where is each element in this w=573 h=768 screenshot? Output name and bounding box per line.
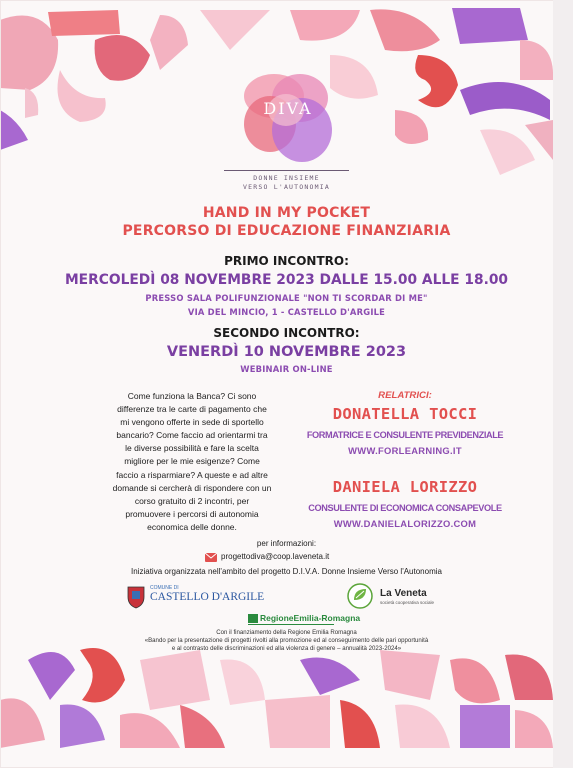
- logo-divider: [224, 170, 349, 171]
- comune-small-label: COMUNE DI: [150, 585, 179, 591]
- logo-caption-line1: DONNE INSIEME: [253, 174, 320, 182]
- contact-label: per informazioni:: [256, 539, 317, 548]
- deco-shape: [95, 35, 150, 81]
- deco-shape: [300, 658, 360, 696]
- coat-of-arms-icon: [126, 585, 146, 609]
- regione-flag-icon: [248, 614, 258, 623]
- deco-shape: [265, 695, 330, 748]
- deco-shape: [415, 55, 458, 107]
- contact-row: [205, 551, 405, 563]
- deco-shape: [370, 9, 440, 51]
- diva-logo-flower: [240, 66, 336, 174]
- funding-line3: e al contrasto delle discriminazioni ed alla violenza di genere – annualità 2023-2024»: [171, 645, 402, 652]
- regione-logo: [248, 613, 361, 625]
- deco-shape: [180, 705, 225, 748]
- deco-shape: [60, 704, 105, 748]
- leaf-icon: [346, 582, 374, 610]
- diva-letters: DIVA: [263, 99, 313, 118]
- deco-shape: [460, 705, 510, 748]
- deco-shape: [0, 698, 45, 748]
- logo-caption-line2: VERSO L'AUTONOMIA: [243, 183, 330, 191]
- speaker-name: DONATELLA TOCCI: [332, 405, 478, 423]
- deco-shape: [120, 713, 180, 748]
- first-meeting-date: MERCOLEDÌ 08 NOVEMBRE 2023 DALLE 15.00 ALLE 18.00: [64, 272, 509, 288]
- laveneta-logo: [346, 582, 456, 612]
- deco-shape: [450, 658, 500, 703]
- title-line1: HAND IN MY POCKET: [202, 205, 371, 221]
- first-meeting-address: VIA DEL MINCIO, 1 - CASTELLO D'ARGILE: [187, 307, 386, 317]
- funding-line1: Con il finanziamento della Regione Emilia Romagna: [216, 629, 357, 636]
- deco-shape: [452, 8, 528, 44]
- deco-shape: [515, 710, 553, 748]
- deco-shape: [290, 10, 360, 41]
- deco-shape: [25, 88, 38, 118]
- deco-shape: [220, 660, 265, 706]
- deco-shape: [340, 700, 380, 748]
- deco-shape: [505, 655, 553, 700]
- deco-shape: [460, 82, 550, 120]
- deco-shape: [58, 70, 106, 122]
- deco-shape: [0, 110, 28, 150]
- deco-shape: [0, 16, 58, 91]
- comune-name: CASTELLO D'ARGILE: [150, 591, 265, 603]
- deco-shape: [330, 55, 378, 99]
- speaker-website[interactable]: WWW.DANIELALORIZZO.COM: [333, 518, 477, 529]
- second-meeting-mode: WEBINAIR ON-LINE: [240, 364, 333, 374]
- comune-logo: [126, 583, 265, 611]
- deco-shape: [80, 648, 125, 703]
- laveneta-name: La Veneta: [380, 588, 427, 599]
- deco-shape: [150, 15, 188, 70]
- contact-email[interactable]: progettodiva@coop.laveneta.it: [221, 552, 330, 561]
- initiative-text: Iniziativa organizzata nell'ambito del progetto D.I.V.A. Donne Insieme Verso l'Autonomia: [131, 567, 442, 576]
- second-meeting-heading: SECONDO INCONTRO:: [213, 326, 360, 340]
- diva-logo: [240, 66, 336, 174]
- deco-shape: [520, 40, 553, 80]
- deco-shape: [200, 10, 270, 50]
- deco-shape: [395, 110, 428, 144]
- deco-shape: [28, 652, 75, 700]
- envelope-icon: [205, 553, 217, 562]
- funding-line2: «Bando per la presentazione di progetti rivolti alla promozione ed al conseguimento delle pari opportunità: [144, 637, 429, 644]
- deco-shape: [48, 10, 120, 36]
- regione-name: RegioneEmilia-Romagna: [260, 613, 361, 623]
- speaker-website[interactable]: WWW.FORLEARNING.IT: [348, 445, 462, 456]
- laveneta-sub: società cooperativa sociale: [380, 600, 435, 605]
- first-meeting-heading: PRIMO INCONTRO:: [224, 254, 349, 268]
- second-meeting-date: VENERDÌ 10 NOVEMBRE 2023: [166, 344, 407, 360]
- speaker-name: DANIELA LORIZZO: [332, 478, 478, 496]
- deco-shape: [480, 129, 535, 175]
- deco-shape: [395, 705, 450, 748]
- deco-shape: [140, 650, 210, 710]
- course-description: Come funziona la Banca? Ci sono differenze tra le carte di pagamento che mi vengono offerte in sede di sportello bancario? Come faccio ad orientarmi tra le diverse possibilità e fare la scelta migliore per le mie esigenze? Come faccio a risparmiare? A queste e ad altre domande si cercherà di rispondere con un corso gratuito di 2 incontri, per promuovere i percorsi di autonomia economica delle donne.: [112, 391, 272, 532]
- speakers-section: [290, 390, 520, 401]
- speaker-role: FORMATRICE E CONSULENTE PREVIDENZIALE: [306, 430, 504, 440]
- first-meeting-place: PRESSO SALA POLIFUNZIONALE "NON TI SCORDAR DI ME": [145, 293, 428, 303]
- speaker-role: CONSULENTE DI ECONOMICA CONSAPEVOLE: [308, 503, 502, 513]
- speakers-label: RELATRICI:: [378, 390, 432, 401]
- deco-shape: [380, 650, 440, 700]
- regione-underline: [248, 624, 334, 625]
- title-line2: PERCORSO DI EDUCAZIONE FINANZIARIA: [122, 223, 451, 239]
